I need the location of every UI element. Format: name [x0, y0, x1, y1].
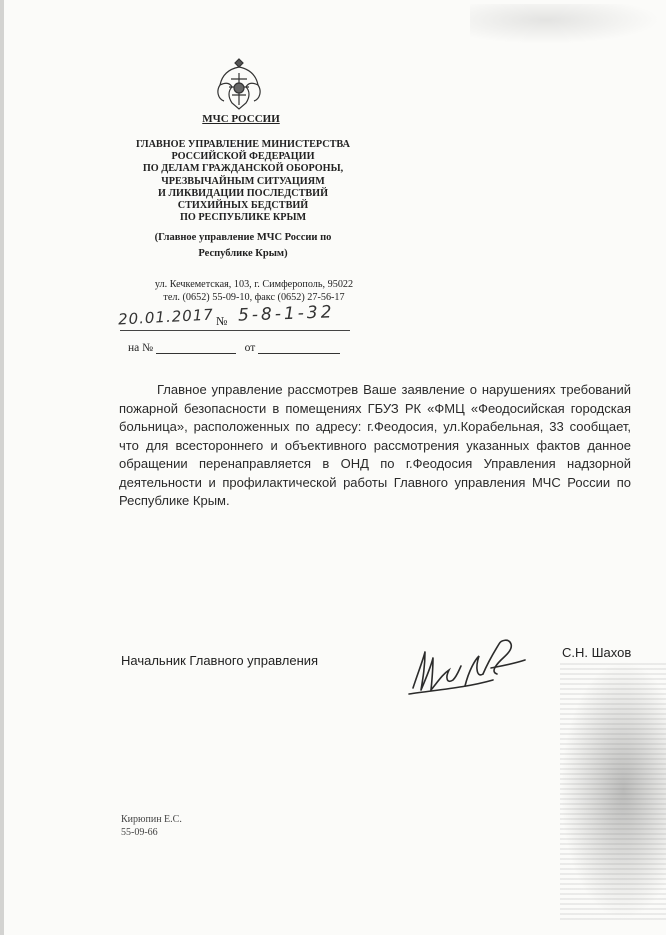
scan-noise: [560, 660, 666, 920]
registration-line: [117, 302, 368, 334]
handwritten-signature-icon: [405, 630, 535, 700]
org-name-line: ПО РЕСПУБЛИКЕ КРЫМ: [179, 212, 307, 224]
reference-from-label: от: [244, 342, 256, 354]
reference-line: [128, 341, 340, 354]
reference-number-blank: [156, 341, 236, 354]
phone-line: тел. (0652) 55-09-10, факс (0652) 27-56-17: [163, 292, 345, 303]
scan-edge: [0, 0, 4, 935]
executor-phone: 55-09-66: [121, 827, 158, 838]
reference-label: на №: [128, 342, 154, 354]
org-name-line: И ЛИКВИДАЦИИ ПОСЛЕДСТВИЙ: [157, 187, 329, 199]
org-name: [110, 139, 376, 224]
mchs-emblem-icon: [214, 55, 264, 111]
executor-info: [121, 813, 182, 839]
registration-date: 20.01.2017: [117, 305, 215, 329]
org-short-name: [110, 230, 376, 262]
registration-number-label: №: [216, 314, 228, 328]
org-name-line: ЧРЕЗВЫЧАЙНЫМ СИТУАЦИЯМ: [161, 175, 325, 187]
address-line: ул. Кечкеметская, 103, г. Симферополь, 95022: [154, 279, 354, 290]
signer-title: Начальник Главного управления: [121, 653, 319, 668]
scan-noise: [470, 4, 660, 44]
signer-name: С.Н. Шахов: [562, 645, 632, 660]
reference-date-blank: [258, 341, 340, 354]
executor-name: Кирюпин Е.С.: [121, 814, 182, 825]
registration-underline: [120, 330, 350, 331]
org-short-line: Республике Крым): [198, 248, 288, 259]
letter-body: Главное управление рассмотрев Ваше заявление о нарушениях требований пожарной безопасности в помещениях ГБУЗ РК «ФМЦ «Феодосийская городская больница», расположенных по адресу: г.Феодосия, ул.Корабельная, 33 сообщает, что для всестороннего и объективного рассмотрения указанных фактов данное обращении перенаправляется в ОНД по г.Феодосия Управления надзорной деятельности и профилактической работы Главного управления МЧС России по Республике Крым.: [119, 382, 631, 508]
registration-number: 5-8-1-32: [237, 302, 335, 326]
org-address: [124, 278, 384, 304]
org-short-line: (Главное управление МЧС России по: [154, 232, 332, 243]
org-name-line: ГЛАВНОЕ УПРАВЛЕНИЕ МИНИСТЕРСТВА: [136, 139, 350, 150]
org-abbreviation: МЧС РОССИИ: [202, 113, 280, 125]
org-name-line: СТИХИЙНЫХ БЕДСТВИЙ: [177, 200, 309, 212]
org-name-line: ПО ДЕЛАМ ГРАЖДАНСКОЙ ОБОРОНЫ,: [142, 163, 344, 175]
org-name-line: РОССИЙСКОЙ ФЕДЕРАЦИИ: [171, 151, 315, 163]
